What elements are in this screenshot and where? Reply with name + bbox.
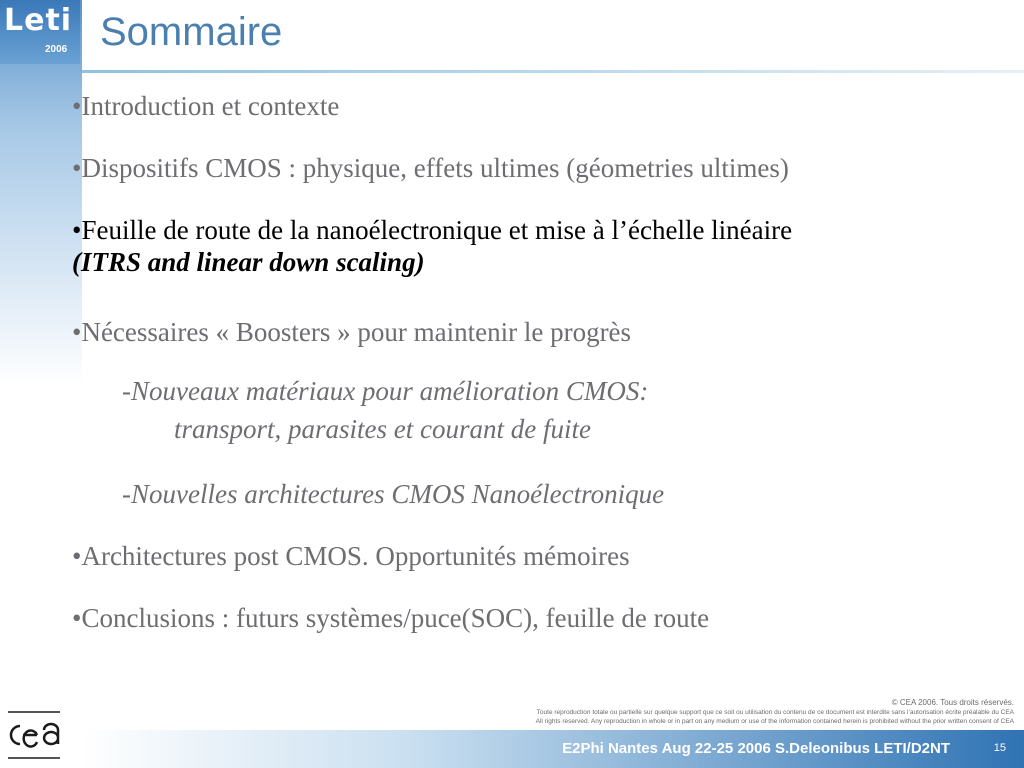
title-divider (82, 70, 1024, 73)
sub-item-nouvelles-architectures: -Nouvelles architectures CMOS Nanoélectronique (122, 479, 665, 509)
leti-logo (0, 0, 80, 64)
list-item-dispositifs-cmos: •Dispositifs CMOS : physique, effets ultimes (géometries ultimes) (72, 153, 789, 183)
list-item-feuille-de-route-text: •Feuille de route de la nanoélectronique et mise à l’échelle linéaire (72, 215, 793, 245)
page-number: 15 (993, 742, 1006, 754)
list-item-introduction: •Introduction et contexte (72, 91, 340, 121)
leti-logo-year: 2006 (45, 44, 68, 55)
cea-logo (6, 708, 62, 762)
list-item-architectures-post-cmos: •Architectures post CMOS. Opportunités mémoires (72, 541, 630, 571)
leti-logo-text: Leti (4, 3, 73, 38)
legal-notice-fr: Toute reproduction totale ou partielle sur quelque support que ce soit ou utilisation du contenu de ce document est interdite sans l’autorisation écrite préalable du CEA (536, 708, 1014, 716)
sub-item-nouveaux-materiaux-continuation: transport, parasites et courant de fuite (174, 413, 591, 444)
footer-text: E2Phi Nantes Aug 22-25 2006 S.Deleonibus LETI/D2NT (562, 740, 950, 757)
list-item-feuille-de-route-subtitle: (ITRS and linear down scaling) (72, 247, 425, 278)
list-item-boosters: •Nécessaires « Boosters » pour maintenir le progrès (72, 317, 632, 347)
sub-item-nouveaux-materiaux (122, 373, 648, 449)
legal-notice (536, 698, 1014, 726)
legal-notice-en: All rights reserved. Any reproduction in whole or in part on any medium or use of the information contained herein is prohibited without the prior written consent of CEA (535, 717, 1014, 725)
legal-copyright: © CEA 2006. Tous droits réservés. (891, 698, 1014, 707)
list-item-conclusions: •Conclusions : futurs systèmes/puce(SOC), feuille de route (72, 603, 710, 633)
slide-title: Sommaire (100, 10, 283, 54)
left-gradient-band (0, 0, 82, 700)
list-item-feuille-de-route (72, 214, 792, 279)
sub-item-nouveaux-materiaux-text: -Nouveaux matériaux pour amélioration CMOS: (122, 376, 649, 406)
